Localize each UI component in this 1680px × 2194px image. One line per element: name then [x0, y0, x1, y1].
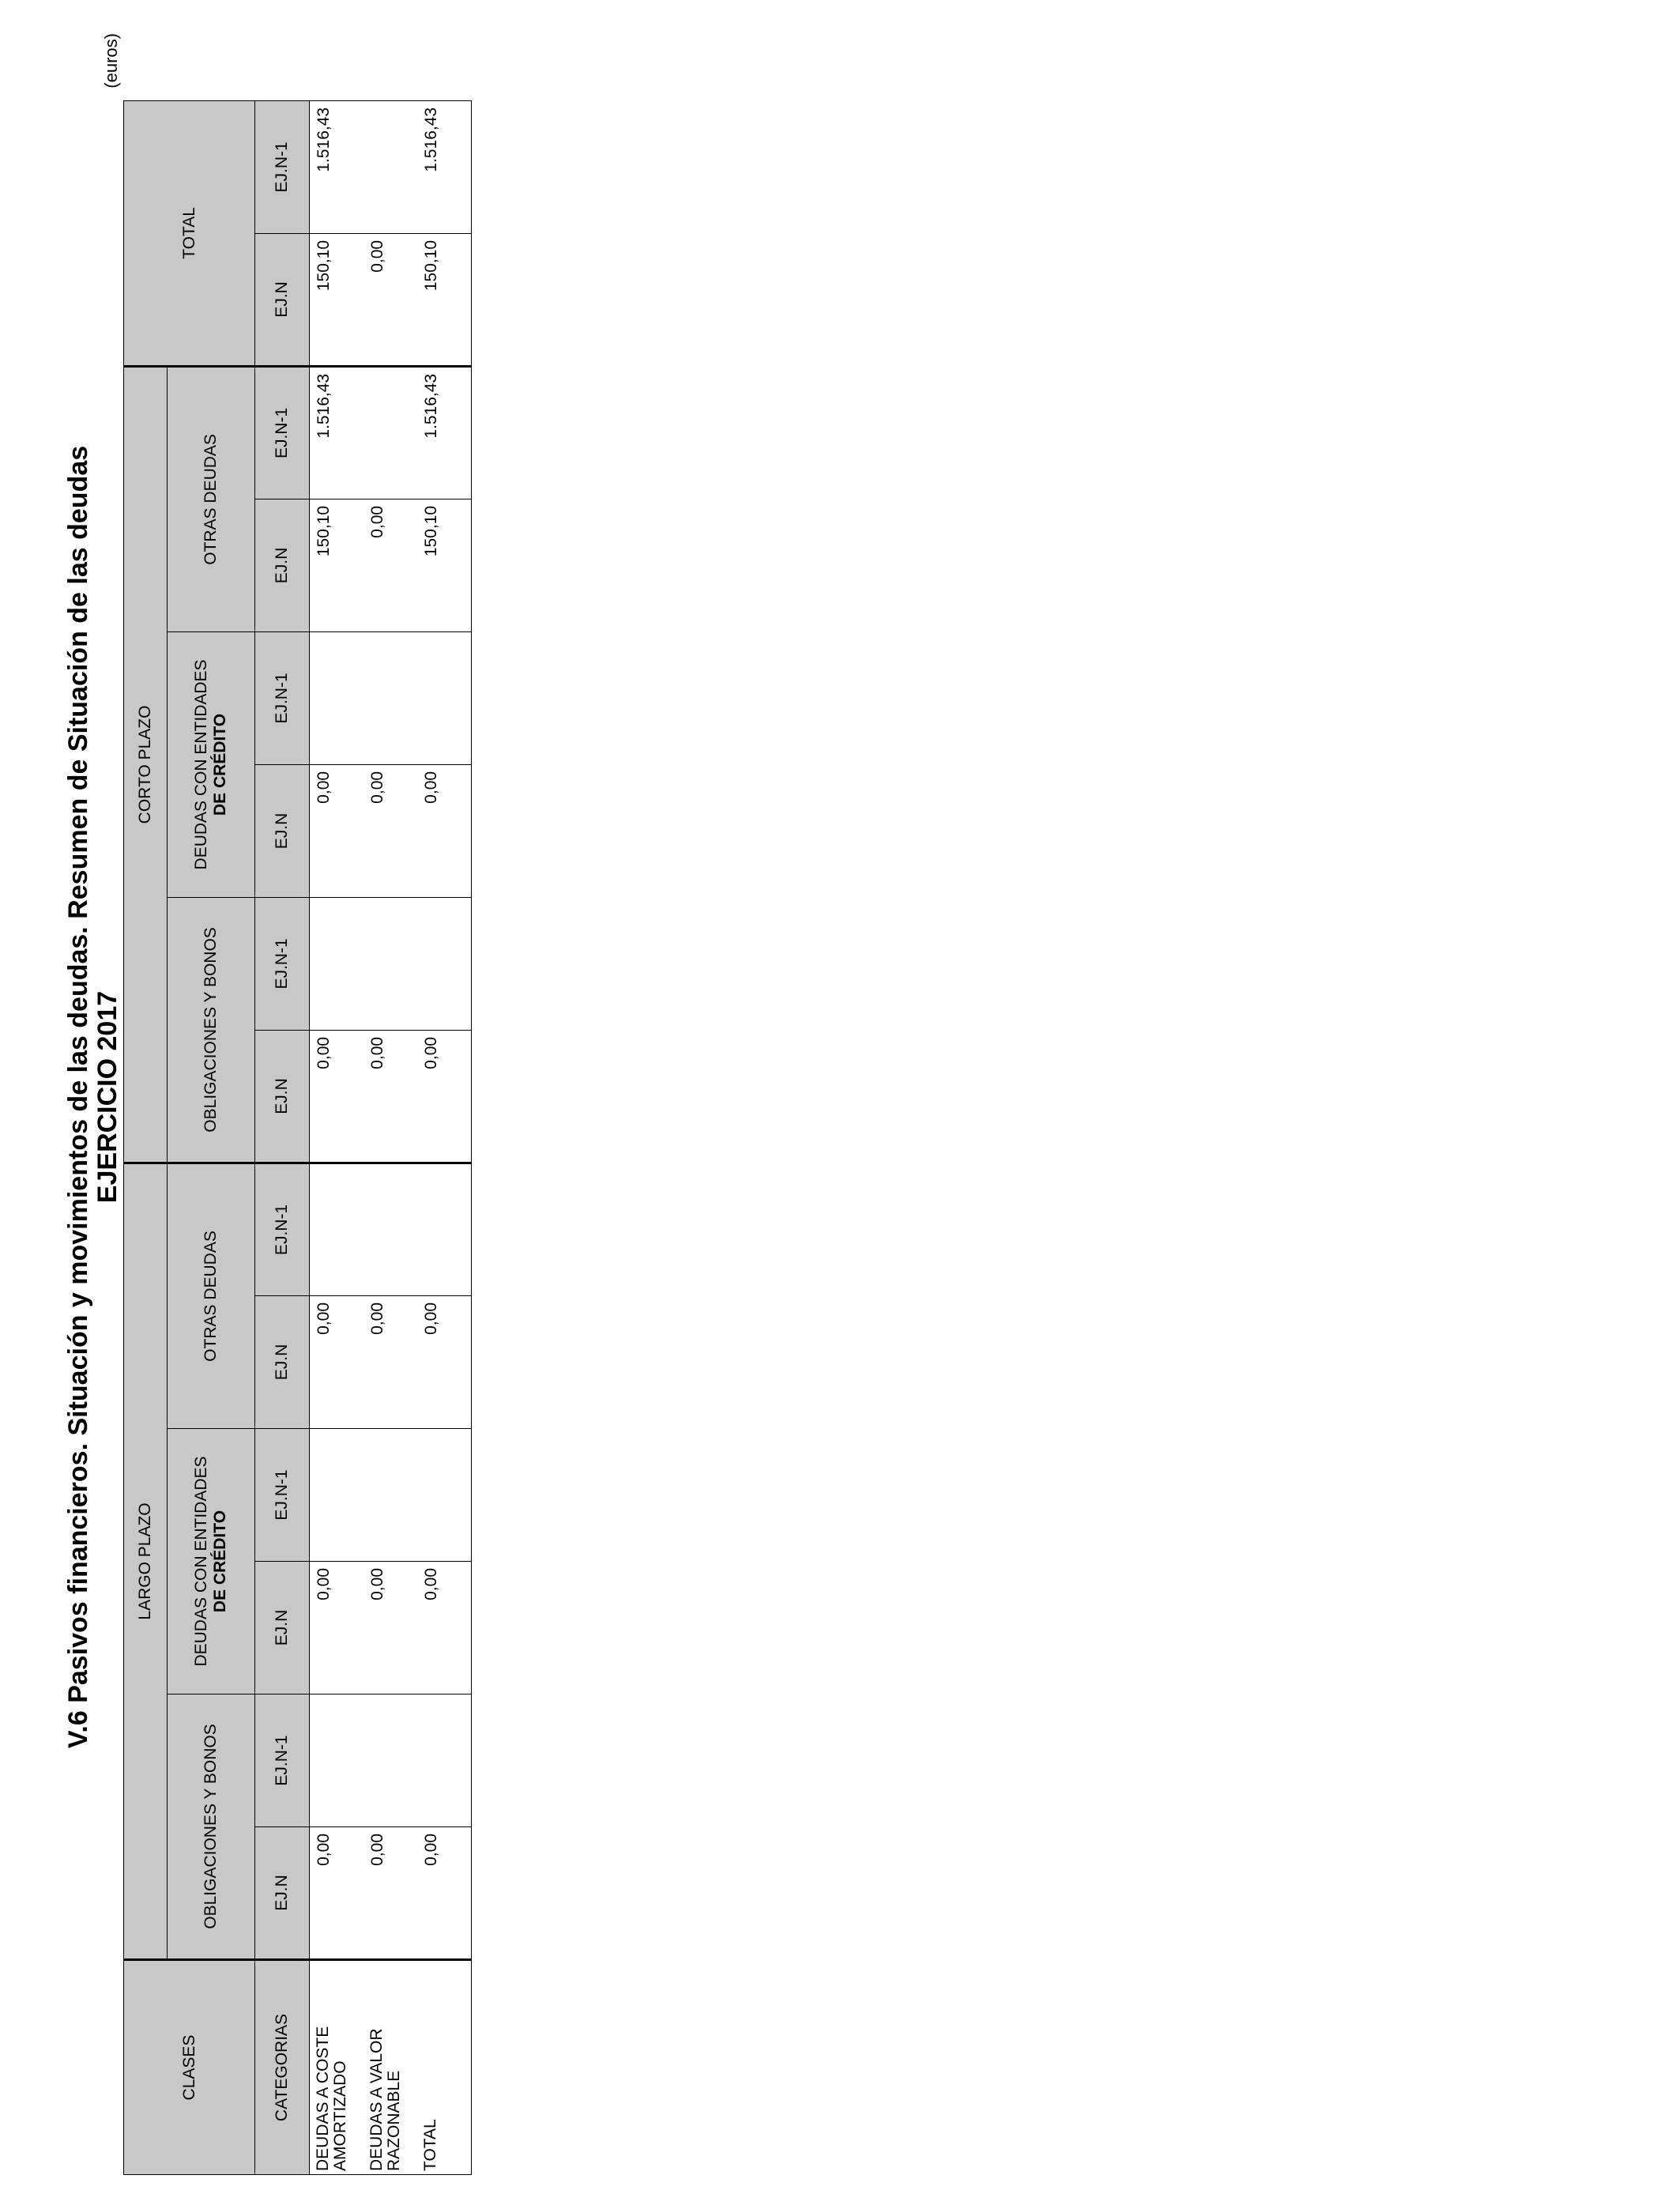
- page-title: V.6 Pasivos financieros. Situación y movimientos de las deudas. Resumen de Situación de las deudas: [63, 445, 93, 1749]
- header-ejn1: EJ.N-1: [255, 366, 310, 499]
- header-ejn: EJ.N: [255, 1562, 310, 1695]
- cell: [363, 1695, 417, 1827]
- header-ejn: EJ.N: [255, 1827, 310, 1960]
- cell: [363, 100, 417, 233]
- cell: 0,00: [363, 1030, 417, 1163]
- header-clases: CLASES: [124, 1960, 255, 2175]
- header-cp-otras: OTRAS DEUDAS: [168, 366, 255, 631]
- cell: 0,00: [310, 1827, 364, 1960]
- cell: [417, 631, 472, 764]
- cell: [417, 1695, 472, 1827]
- table-row: [310, 100, 364, 2174]
- cell: [363, 1163, 417, 1295]
- header-ejn: EJ.N: [255, 499, 310, 631]
- cell: [310, 631, 364, 764]
- cell: 0,00: [310, 1030, 364, 1163]
- header-cp-obligaciones: OBLIGACIONES Y BONOS: [168, 897, 255, 1163]
- row-label: DEUDAS A VALOR RAZONABLE: [363, 1960, 417, 2175]
- header-total: TOTAL: [124, 100, 255, 366]
- cell: 0,00: [417, 1562, 472, 1695]
- header-corto-plazo: CORTO PLAZO: [124, 366, 168, 1163]
- cell: [310, 1163, 364, 1295]
- cell: [310, 1695, 364, 1827]
- cell: 0,00: [363, 1827, 417, 1960]
- cell: 1.516,43: [310, 100, 364, 233]
- cell: 0,00: [310, 1296, 364, 1429]
- cell: 0,00: [417, 764, 472, 897]
- header-cp-entidades: DEUDAS CON ENTIDADES DE CRÉDITO: [168, 631, 255, 897]
- units-label: (euros): [101, 33, 121, 89]
- cell: 150,10: [417, 499, 472, 631]
- cell: 0,00: [363, 499, 417, 631]
- cell: [417, 1163, 472, 1295]
- header-lp-otras: OTRAS DEUDAS: [168, 1163, 255, 1428]
- cell: [417, 897, 472, 1030]
- cell: 0,00: [417, 1296, 472, 1429]
- table-row: [417, 100, 472, 2174]
- cell: [363, 1429, 417, 1562]
- header-ejn: EJ.N: [255, 1030, 310, 1163]
- row-label: TOTAL: [417, 1960, 472, 2175]
- cell: 0,00: [417, 1827, 472, 1960]
- header-ejn1: EJ.N-1: [255, 1695, 310, 1827]
- cell: 150,10: [310, 233, 364, 366]
- cell: [310, 897, 364, 1030]
- header-ejn: EJ.N: [255, 764, 310, 897]
- cell: 0,00: [363, 764, 417, 897]
- header-lp-obligaciones: OBLIGACIONES Y BONOS: [168, 1695, 255, 1960]
- cell: 0,00: [417, 1030, 472, 1163]
- row-label: DEUDAS A COSTE AMORTIZADO: [310, 1960, 364, 2175]
- cell: [363, 366, 417, 499]
- cell: 150,10: [417, 233, 472, 366]
- cell: [363, 897, 417, 1030]
- header-ejn1: EJ.N-1: [255, 631, 310, 764]
- cell: 0,00: [310, 764, 364, 897]
- cell: 1.516,43: [310, 366, 364, 499]
- cell: 150,10: [310, 499, 364, 631]
- cell: [363, 631, 417, 764]
- header-lp-entidades: DEUDAS CON ENTIDADES DE CRÉDITO: [168, 1429, 255, 1695]
- table-row: [363, 100, 417, 2174]
- cell: 1.516,43: [417, 366, 472, 499]
- header-ejn1: EJ.N-1: [255, 100, 310, 233]
- cell: 0,00: [363, 1296, 417, 1429]
- cell: 0,00: [310, 1562, 364, 1695]
- header-ejn: EJ.N: [255, 233, 310, 366]
- rotated-page: [0, 0, 474, 2194]
- header-categorias: CATEGORIAS: [255, 1960, 310, 2175]
- header-ejn1: EJ.N-1: [255, 1429, 310, 1562]
- header-largo-plazo: LARGO PLAZO: [124, 1163, 168, 1959]
- page-subtitle: EJERCICIO 2017: [92, 990, 122, 1204]
- header-ejn1: EJ.N-1: [255, 897, 310, 1030]
- cell: [417, 1429, 472, 1562]
- cell: 1.516,43: [417, 100, 472, 233]
- cell: 0,00: [363, 233, 417, 366]
- debts-summary-table: [123, 100, 472, 2175]
- cell: [310, 1429, 364, 1562]
- header-ejn1: EJ.N-1: [255, 1163, 310, 1295]
- cell: 0,00: [363, 1562, 417, 1695]
- header-ejn: EJ.N: [255, 1296, 310, 1429]
